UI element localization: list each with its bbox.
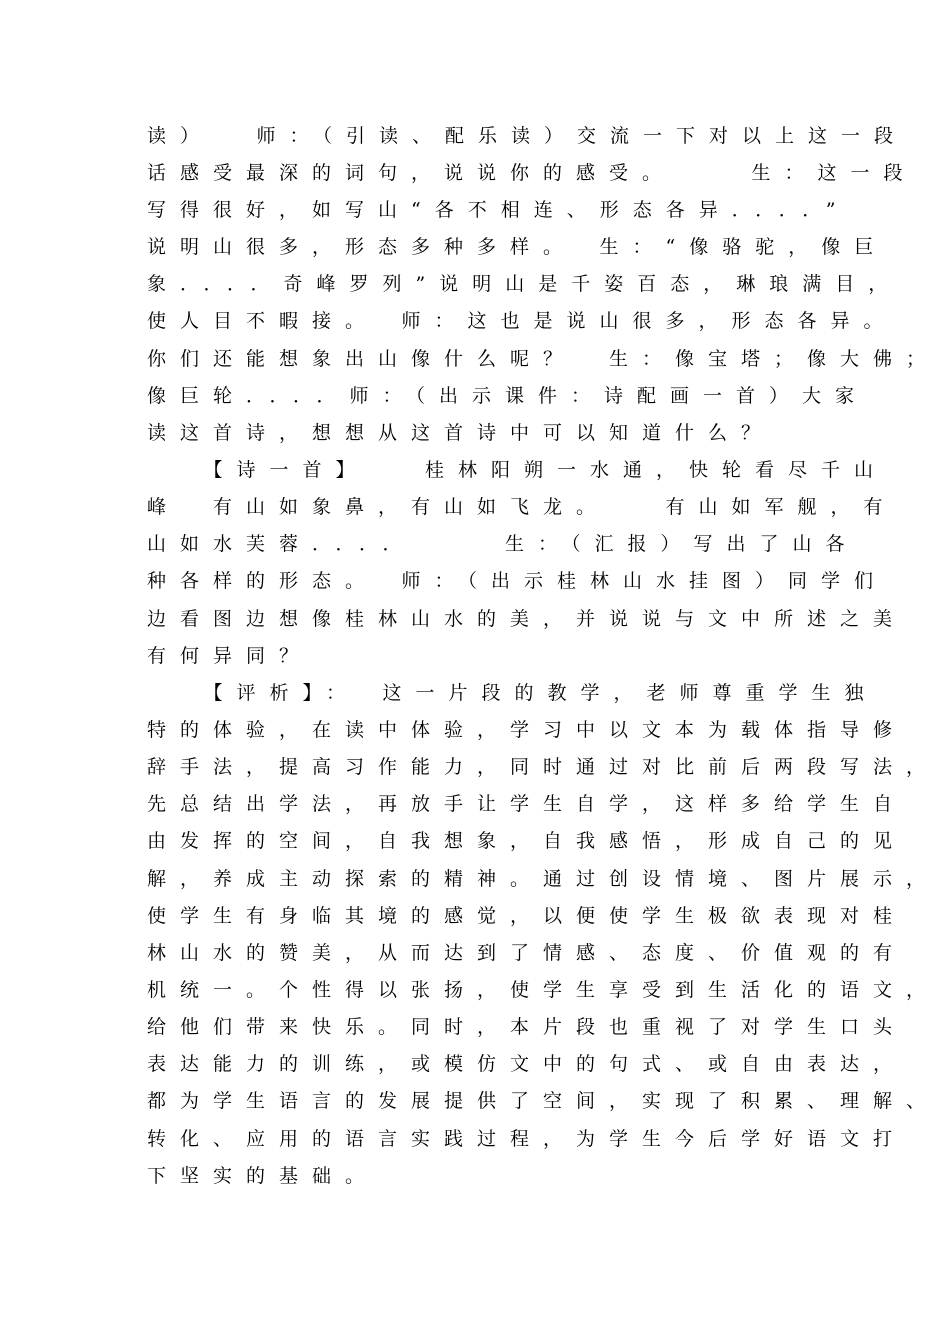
- text-line: 峰 有山如象鼻，有山如飞龙。 有山如军舰，有: [147, 496, 897, 518]
- analysis-heading-line: 【评析】： 这一片段的教学，老师尊重学生独: [147, 682, 878, 704]
- text-line: 像巨轮．．．．师：（出示课件：诗配画一首）大家: [147, 385, 869, 407]
- text-line: 使人目不暇接。 师：这也是说山很多，形态各异。: [147, 310, 897, 332]
- text-line: 解，养成主动探索的精神。通过创设情境、图片展示，: [147, 868, 940, 890]
- text-line: 说明山很多，形态多种多样。 生：“像骆驼，像巨: [147, 236, 888, 258]
- text-line: 由发挥的空间，自我想象，自我感悟，形成自己的见: [147, 830, 907, 852]
- text-line: 辞手法，提高习作能力，同时通过对比前后两段写法，: [147, 756, 940, 778]
- text-line: 林山水的赞美，从而达到了情感、态度、价值观的有: [147, 942, 907, 964]
- text-line: 表达能力的训练，或模仿文中的句式、或自由表达，: [147, 1053, 907, 1075]
- text-line: 下坚实的基础。: [147, 1165, 379, 1187]
- text-line: 机统一。个性得以张扬，使学生享受到生活化的语文，: [147, 979, 940, 1001]
- text-line: 先总结出学法，再放手让学生自学，这样多给学生自: [147, 793, 907, 815]
- text-line: 话感受最深的词句，说说你的感受。 生：这一段: [147, 162, 917, 184]
- text-line: 边看图边想像桂林山水的美，并说说与文中所述之美: [147, 608, 907, 630]
- text-line: 山如水芙蓉．．．． 生：（汇报）写出了山各: [147, 533, 859, 555]
- poem-heading-line: 【诗一首】 桂林阳朔一水通，快轮看尽千山: [147, 459, 888, 481]
- text-line: 种各样的形态。 师：（出示桂林山水挂图）同学们: [147, 570, 888, 592]
- text-line: 转化、应用的语言实践过程，为学生今后学好语文打: [147, 1128, 907, 1150]
- text-line: 读这首诗，想想从这首诗中可以知道什么？: [147, 422, 775, 444]
- text-line: 给他们带来快乐。同时，本片段也重视了对学生口头: [147, 1016, 907, 1038]
- text-line: 使学生有身临其境的感觉，以便使学生极欲表现对桂: [147, 905, 907, 927]
- text-line: 有何异同？: [147, 645, 313, 667]
- text-line: 特的体验，在读中体验，学习中以文本为载体指导修: [147, 719, 907, 741]
- text-line: 读） 师：（引读、配乐读）交流一下对以上这一段: [147, 125, 908, 147]
- text-line: 都为学生语言的发展提供了空间，实现了积累、理解、: [147, 1090, 940, 1112]
- text-line: 你们还能想象出山像什么呢？ 生：像宝塔；像大佛；: [147, 348, 940, 370]
- text-line: 象．．．．奇峰罗列”说明山是千姿百态，琳琅满目，: [147, 273, 902, 295]
- text-line: 写得很好，如写山“各不相连、形态各异．．．．”: [147, 199, 850, 221]
